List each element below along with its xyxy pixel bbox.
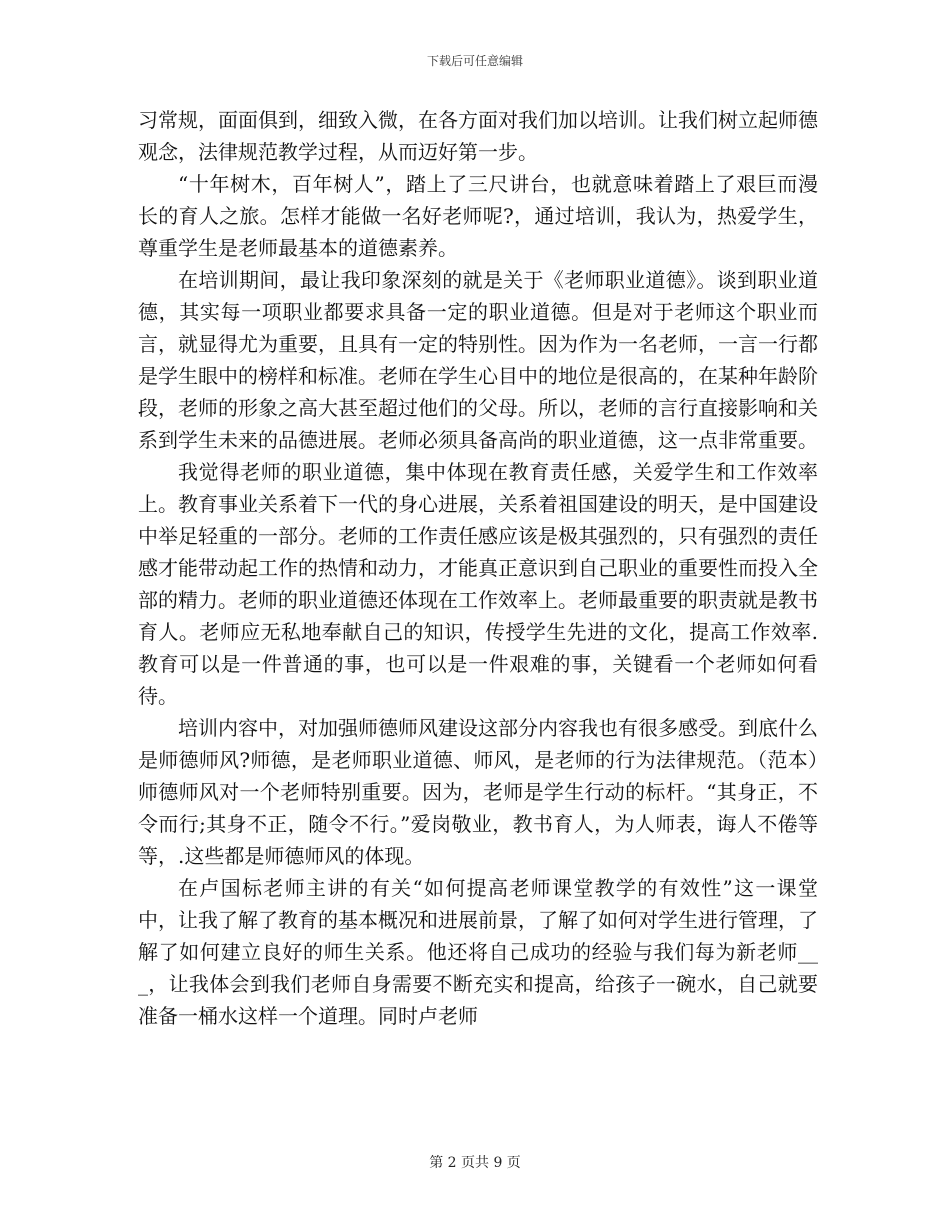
paragraph-continuation: 习常规，面面俱到，细致入微，在各方面对我们加以培训。让我们树立起师德观念，法律规范教学过程，从而迈好第一步。	[138, 108, 818, 164]
page-header: 下载后可任意编辑	[426, 54, 523, 68]
paragraph: 我觉得老师的职业道德，集中体现在教育责任感，关爱学生和工作效率上。教育事业关系着下一代的身心进展，关系着祖国建设的明天，是中国建设中举足轻重的一部分。老师的工作责任感应该是极其强烈的，只有强烈的责任感才能带动起工作的热情和动力，才能真正意识到自己职业的重要性而投入全部的精力。老师的职业道德还体现在工作效率上。老师最重要的职责就是教书育人。老师应无私地奉献自己的知识，传授学生先进的文化，提高工作效率.教育可以是一件普通的事，也可以是一件艰难的事，关键看一个老师如何看待。	[138, 460, 818, 708]
page-number: 第 2 页共 9 页	[429, 1155, 521, 1171]
document-body	[138, 104, 818, 1032]
paragraph: 在培训期间，最让我印象深刻的就是关于《老师职业道德》。谈到职业道德，其实每一项职业都要求具备一定的职业道德。但是对于老师这个职业而言，就显得尤为重要，且具有一定的特别性。因为作为一名老师，一言一行都是学生眼中的榜样和标准。老师在学生心目中的地位是很高的，在某种年龄阶段，老师的形象之高大甚至超过他们的父母。所以，老师的言行直接影响和关系到学生未来的品德进展。老师必须具备高尚的职业道德，这一点非常重要。	[138, 268, 818, 452]
paragraph: 在卢国标老师主讲的有关“如何提高老师课堂教学的有效性”这一课堂中，让我了解了教育的基本概况和进展前景，了解了如何对学生进行管理，了解了如何建立良好的师生关系。他还将自己成功的经验与我们每为新老师___，让我体会到我们老师自身需要不断充实和提高，给孩子一碗水，自己就要准备一桶水这样一个道理。同时卢老师	[138, 876, 818, 1028]
paragraph: 培训内容中，对加强师德师风建设这部分内容我也有很多感受。到底什么是师德师风?师德，是老师职业道德、师风，是老师的行为法律规范。（范本）师德师风对一个老师特别重要。因为，老师是学生行动的标杆。“其身正，不令而行;其身不正，随令不行。”爱岗敬业，教书育人，为人师表，诲人不倦等等，.这些都是师德师风的体现。	[138, 716, 818, 868]
paragraph: “十年树木，百年树人”，踏上了三尺讲台，也就意味着踏上了艰巨而漫长的育人之旅。怎样才能做一名好老师呢?，通过培训，我认为，热爱学生，尊重学生是老师最基本的道德素养。	[138, 172, 818, 260]
